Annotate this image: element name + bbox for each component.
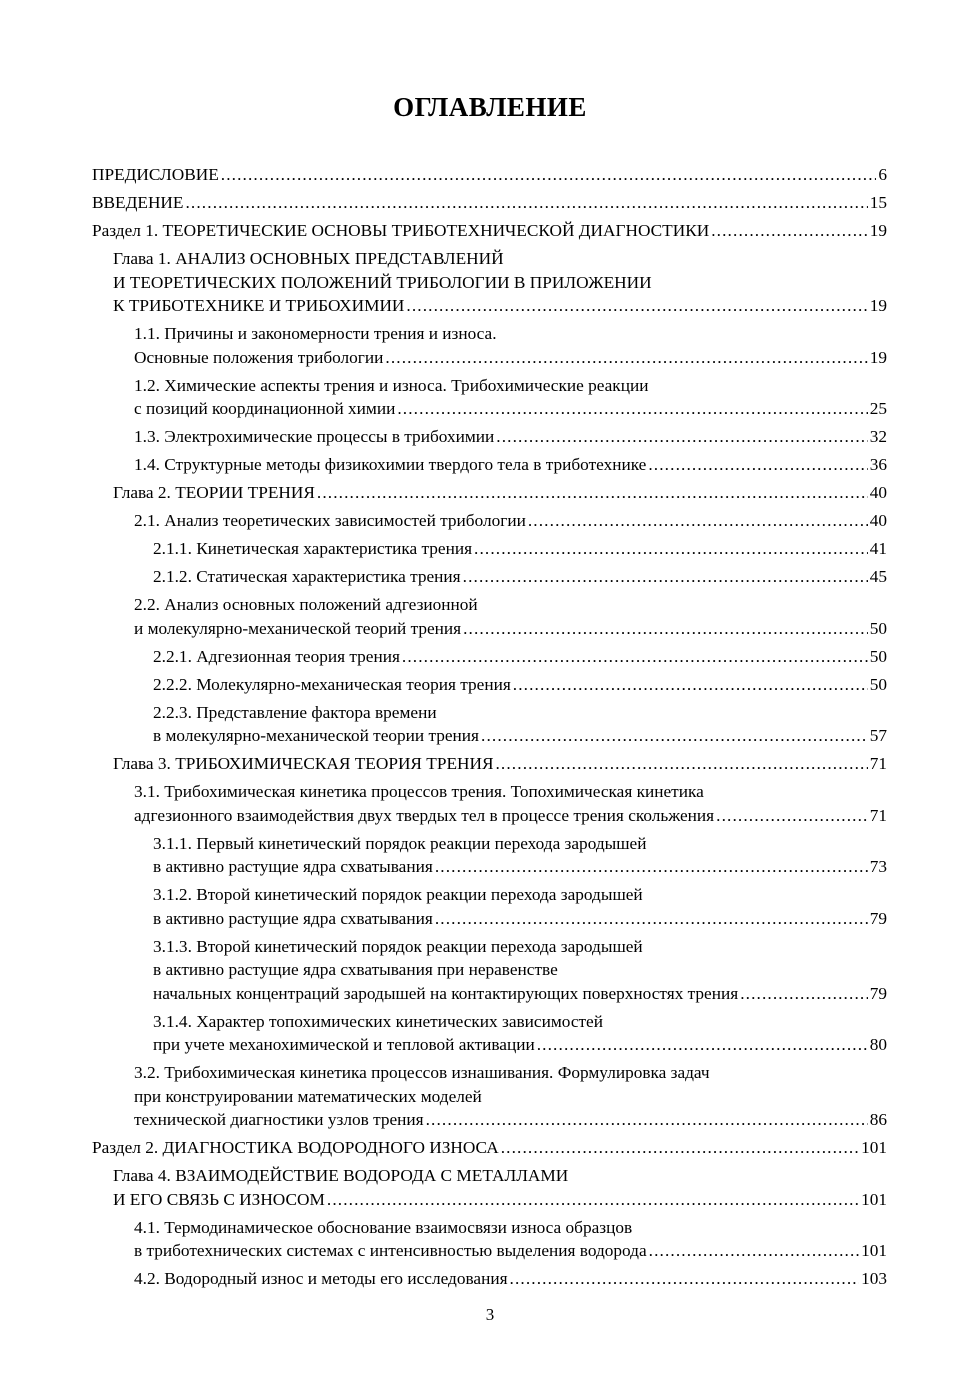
toc-entry-last-line (153, 645, 887, 669)
dot-leader (426, 1108, 868, 1132)
dot-leader (501, 1136, 859, 1160)
toc-entry-text-line: Глава 4. ВЗАИМОДЕЙСТВИЕ ВОДОРОДА С МЕТАЛЛАМИ (113, 1166, 569, 1185)
toc-entry-text-line: 3.1. Трибохимическая кинетика процессов трения. Топохимическая кинетика (134, 782, 704, 801)
toc-entry-text-line: Глава 1. АНАЛИЗ ОСНОВНЫХ ПРЕДСТАВЛЕНИЙ (113, 249, 504, 268)
table-of-contents (92, 163, 887, 1295)
dot-leader (474, 537, 868, 561)
toc-entry-text-line: 2.2.3. Представление фактора времени (153, 702, 437, 722)
toc-entry-page-number: 71 (869, 805, 887, 825)
dot-leader (649, 1239, 859, 1263)
toc-entry-text-line: в активно растущие ядра схватывания при неравенстве (153, 960, 558, 979)
dot-leader (711, 219, 867, 243)
toc-entry (92, 593, 887, 640)
toc-entry-last-line (153, 855, 887, 879)
toc-entry-text-line: 4.2. Водородный износ и методы его исследования (134, 1269, 508, 1288)
toc-entry (92, 163, 887, 187)
toc-entry (92, 565, 887, 589)
toc-entry-text-line: Основные положения трибологии (134, 347, 384, 367)
toc-entry-text-line: 2.2. Анализ основных положений адгезионной (134, 595, 478, 614)
toc-entry-page-number: 36 (869, 455, 887, 474)
toc-entry (92, 1267, 887, 1291)
dot-leader (481, 724, 868, 748)
dot-leader (397, 397, 867, 421)
dot-leader (648, 453, 867, 477)
toc-entry (92, 1136, 887, 1160)
toc-entry-last-line (134, 617, 887, 641)
toc-entry (92, 883, 887, 930)
toc-entry-last-line (113, 481, 887, 505)
toc-entry-text-line: 2.1.2. Статическая характеристика трения (153, 567, 461, 586)
toc-entry-page-number: 41 (869, 539, 887, 558)
toc-entry (92, 645, 887, 669)
dot-leader (495, 752, 867, 776)
toc-entry-text-line: 2.2.2. Молекулярно-механическая теория трения (153, 674, 511, 694)
dot-leader (537, 1033, 868, 1057)
toc-entry-last-line (153, 724, 887, 748)
dot-leader (463, 565, 868, 589)
toc-entry-page-number: 19 (869, 221, 887, 240)
toc-entry (92, 701, 887, 748)
toc-entry-text-line: 4.1. Термодинамическое обоснование взаимосвязи износа образцов (134, 1217, 633, 1237)
toc-entry-last-line (134, 1108, 887, 1132)
toc-entry-text-line: 2.2.1. Адгезионная теория трения (153, 646, 400, 666)
toc-entry-last-line (153, 982, 887, 1006)
toc-entry-text-line: И ЕГО СВЯЗЬ С ИЗНОСОМ (113, 1189, 325, 1209)
toc-entry-text-line: К ТРИБОТЕХНИКЕ И ТРИБОХИМИИ (113, 296, 405, 315)
dot-leader (528, 509, 868, 533)
toc-entry (92, 935, 887, 1006)
dot-leader (513, 673, 868, 697)
dot-leader (463, 617, 868, 641)
toc-entry-page-number: 101 (861, 1241, 887, 1260)
toc-entry-page-number: 25 (869, 399, 887, 418)
dot-leader (406, 294, 867, 318)
toc-entry-text-line: Раздел 2. ДИАГНОСТИКА ВОДОРОДНОГО ИЗНОСА (92, 1138, 499, 1157)
dot-leader (435, 855, 868, 879)
page-number: 3 (485, 1305, 495, 1324)
toc-entry-page-number: 79 (869, 908, 887, 928)
toc-entry-last-line (113, 752, 887, 776)
toc-entry-text-line: 2.1. Анализ теоретических зависимостей трибологии (134, 511, 526, 530)
toc-entry-text-line: в триботехнических системах с интенсивностью выделения водорода (134, 1241, 647, 1260)
toc-entry (92, 191, 887, 215)
toc-entry-text-line: ВВЕДЕНИЕ (92, 193, 184, 212)
toc-entry-last-line (92, 163, 887, 187)
toc-entry-page-number: 50 (869, 618, 887, 638)
toc-entry-last-line (153, 537, 887, 561)
dot-leader (435, 907, 868, 931)
toc-entry-page-number: 15 (869, 193, 887, 212)
toc-entry-text-line: 1.4. Структурные методы физикохимии твердого тела в триботехнике (134, 455, 647, 474)
toc-entry (92, 1061, 887, 1132)
page-title: ОГЛАВЛЕНИЕ (393, 92, 587, 122)
toc-entry-text-line: в молекулярно-механической теории трения (153, 726, 479, 745)
toc-entry-last-line (153, 907, 887, 931)
toc-entry-last-line (113, 1188, 887, 1212)
toc-entry-text-line: 3.1.4. Характер топохимических кинетических зависимостей (153, 1011, 603, 1031)
toc-entry-text-line: Глава 3. ТРИБОХИМИЧЕСКАЯ ТЕОРИЯ ТРЕНИЯ (113, 754, 494, 773)
toc-entry-last-line (153, 673, 887, 697)
toc-entry-page-number: 32 (869, 427, 887, 446)
toc-entry (92, 780, 887, 827)
toc-entry-text-line: 2.1.1. Кинетическая характеристика трения (153, 539, 473, 558)
toc-entry-last-line (92, 1136, 887, 1160)
toc-entry-text-line: Глава 2. ТЕОРИИ ТРЕНИЯ (113, 483, 315, 502)
toc-entry-page-number: 45 (869, 567, 887, 586)
toc-entry (92, 481, 887, 505)
dot-leader (496, 425, 867, 449)
toc-entry (92, 509, 887, 533)
dot-leader (185, 191, 867, 215)
toc-entry-page-number: 19 (869, 296, 887, 315)
toc-entry-last-line (153, 1033, 887, 1057)
toc-entry (92, 425, 887, 449)
toc-entry-last-line (134, 453, 887, 477)
toc-entry-last-line (113, 294, 887, 318)
toc-entry-text-line: начальных концентраций зародышей на контактирующих поверхностях трения (153, 983, 739, 1003)
toc-entry-text-line: 1.2. Химические аспекты трения и износа. Трибохимические реакции (134, 375, 649, 395)
dot-leader (385, 346, 867, 370)
toc-entry-text-line: и молекулярно-механической теорий трения (134, 618, 462, 638)
toc-entry-page-number: 40 (869, 483, 887, 502)
toc-entry-text-line: 3.2. Трибохимическая кинетика процессов изнашивания. Формулировка задач (134, 1063, 710, 1082)
toc-entry-last-line (134, 1239, 887, 1263)
toc-entry-text-line: 3.1.3. Второй кинетический порядок реакции перехода зародышей (153, 936, 643, 956)
toc-entry-page-number: 6 (878, 165, 887, 184)
dot-leader (510, 1267, 860, 1291)
toc-entry (92, 247, 887, 318)
toc-entry-last-line (134, 1267, 887, 1291)
toc-entry-page-number: 19 (869, 347, 887, 367)
toc-entry-page-number: 101 (861, 1138, 887, 1157)
toc-entry-page-number: 57 (869, 726, 887, 745)
toc-entry (92, 453, 887, 477)
toc-entry-text-line: в активно растущие ядра схватывания (153, 857, 433, 876)
toc-entry-last-line (92, 191, 887, 215)
toc-entry-text-line: ПРЕДИСЛОВИЕ (92, 165, 219, 184)
toc-entry-last-line (134, 397, 887, 421)
toc-entry-page-number: 50 (869, 646, 887, 666)
toc-entry (92, 322, 887, 369)
toc-entry-text-line: Раздел 1. ТЕОРЕТИЧЕСКИЕ ОСНОВЫ ТРИБОТЕХНИЧЕСКОЙ ДИАГНОСТИКИ (92, 221, 710, 240)
toc-entry-last-line (153, 565, 887, 589)
toc-entry (92, 374, 887, 421)
toc-entry-page-number: 71 (869, 754, 887, 773)
toc-entry-page-number: 80 (869, 1035, 887, 1054)
dot-leader (740, 982, 868, 1006)
toc-entry-last-line (134, 346, 887, 370)
toc-entry-text-line: при учете механохимической и тепловой активации (153, 1035, 535, 1054)
toc-entry-text-line: 3.1.1. Первый кинетический порядок реакции перехода зародышей (153, 833, 647, 853)
dot-leader (716, 804, 868, 828)
dot-leader (317, 481, 868, 505)
dot-leader (221, 163, 877, 187)
toc-entry-last-line (134, 804, 887, 828)
toc-entry-page-number: 101 (861, 1189, 887, 1209)
toc-entry (92, 537, 887, 561)
toc-entry (92, 752, 887, 776)
toc-entry (92, 673, 887, 697)
toc-entry-page-number: 50 (869, 674, 887, 694)
toc-entry-page-number: 103 (861, 1269, 887, 1288)
toc-entry-text-line: с позиций координационной химии (134, 399, 396, 418)
toc-entry-text-line: 1.3. Электрохимические процессы в трибохимии (134, 427, 495, 446)
toc-entry-text-line: адгезионного взаимодействия двух твердых тел в процессе трения скольжения (134, 805, 715, 825)
toc-entry-text-line: в активно растущие ядра схватывания (153, 908, 433, 928)
toc-entry-text-line: 3.1.2. Второй кинетический порядок реакции перехода зародышей (153, 885, 643, 904)
toc-entry (92, 219, 887, 243)
dot-leader (327, 1188, 859, 1212)
toc-entry-text-line: технической диагностики узлов трения (134, 1110, 424, 1129)
toc-entry-page-number: 73 (869, 857, 887, 876)
dot-leader (402, 645, 868, 669)
toc-entry-text-line: 1.1. Причины и закономерности трения и износа. (134, 324, 497, 343)
toc-entry-text-line: И ТЕОРЕТИЧЕСКИХ ПОЛОЖЕНИЙ ТРИБОЛОГИИ В ПРИЛОЖЕНИИ (113, 272, 652, 292)
toc-entry-text-line: при конструировании математических моделей (134, 1086, 482, 1106)
toc-entry-last-line (134, 509, 887, 533)
toc-entry-page-number: 79 (869, 983, 887, 1003)
toc-entry (92, 1164, 887, 1211)
toc-entry-page-number: 86 (869, 1110, 887, 1129)
toc-entry-last-line (134, 425, 887, 449)
toc-entry-last-line (92, 219, 887, 243)
toc-entry-page-number: 40 (869, 511, 887, 530)
toc-entry (92, 1010, 887, 1057)
toc-entry (92, 1216, 887, 1263)
toc-entry (92, 832, 887, 879)
